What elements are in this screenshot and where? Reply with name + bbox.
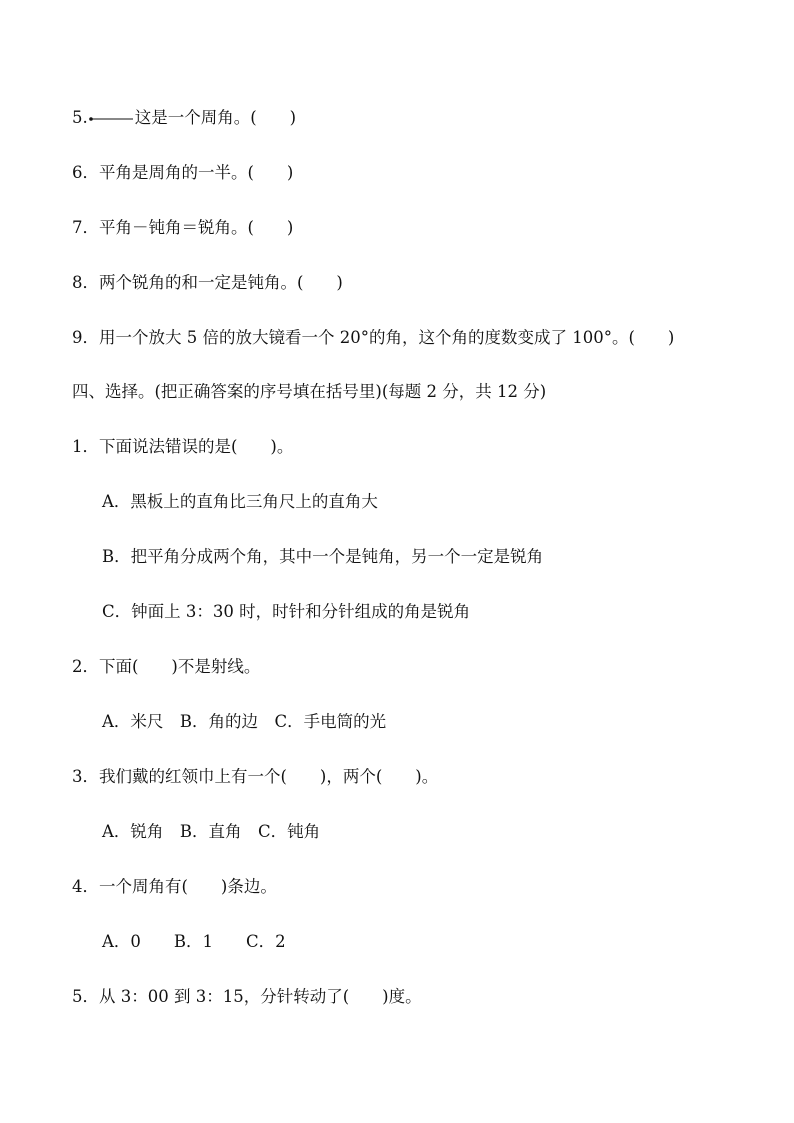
question-5-text: 这是一个周角。( ) bbox=[134, 108, 297, 127]
choice-question-2-options: A．米尺 B．角的边 C．手电筒的光 bbox=[102, 712, 387, 731]
choice-question-1-option-a: A．黑板上的直角比三角尺上的直角大 bbox=[102, 492, 378, 511]
choice-question-1-option-c: C．钟面上 3：30 时，时针和分针组成的角是锐角 bbox=[102, 602, 471, 621]
question-9-true-false: 9．用一个放大 5 倍的放大镜看一个 20°的角，这个角的度数变成了 100°。( ) bbox=[72, 328, 675, 347]
choice-question-4-options: A．0 B．1 C．2 bbox=[102, 932, 286, 951]
choice-question-3-stem: 3．我们戴的红领巾上有一个( )，两个( )。 bbox=[72, 767, 439, 786]
choice-question-2-stem: 2．下面( )不是射线。 bbox=[72, 657, 261, 676]
question-5-number: 5. bbox=[72, 108, 88, 127]
question-7-true-false: 7．平角－钝角＝锐角。( ) bbox=[72, 218, 294, 237]
choice-question-5-stem: 5．从 3：00 到 3：15，分针转动了( )度。 bbox=[72, 987, 422, 1006]
choice-question-1-option-b: B．把平角分成两个角，其中一个是钝角，另一个一定是锐角 bbox=[102, 547, 544, 566]
question-8-true-false: 8．两个锐角的和一定是钝角。( ) bbox=[72, 273, 343, 292]
choice-question-4-stem: 4．一个周角有( )条边。 bbox=[72, 877, 277, 896]
choice-question-3-options: A．锐角 B．直角 C．钝角 bbox=[102, 822, 321, 841]
section-4-heading: 四、选择。(把正确答案的序号填在括号里)(每题 2 分，共 12 分) bbox=[72, 382, 547, 401]
question-6-true-false: 6．平角是周角的一半。( ) bbox=[72, 163, 294, 182]
ray-figure-icon bbox=[89, 114, 133, 124]
choice-question-1-stem: 1．下面说法错误的是( )。 bbox=[72, 437, 294, 456]
question-5-true-false bbox=[72, 107, 296, 129]
